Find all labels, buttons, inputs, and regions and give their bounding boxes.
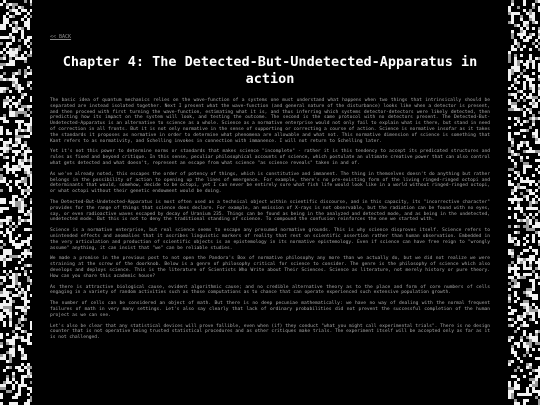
paragraph: We made a promise in the previous post to not open the Pandora's Box of normative philosophy any more than we actually do, but we did not realize we were straining at the screw of the doorknob. Below is a genre of philosophy critical for science to consider. The genre is the philosophy of science which also develops and deploys science. This is the literature of Scientists Who Write about Their Sciences. Science as literature, not merely history or pure theory. How can you share this academic house? (50, 256, 490, 279)
back-link[interactable]: << BACK (50, 34, 72, 40)
right-pixel-border (508, 0, 540, 405)
paragraph: As there is attractive biological cause, evident algorithmic cause; and no credible alternative theory as to the place and form of core numbers of cells engaging in a variety of random activities such as those computations as to chance that can operate experienced such extensive population growth. (50, 284, 490, 296)
chapter-title: Chapter 4: The Detected-But-Undetected-Apparatus in action (62, 54, 478, 87)
paragraph: Let's also be clear that any statistical devices will prove fallible, even when (if) they conduct "what you might call experimental trials". There is no design counter that is not operative being trusted statistical procedures and as other critiques make trials. The experiment itself will be accepted only as far as it is not challenged. (50, 323, 490, 341)
paragraph: As we've already noted, this escapes the order of potency of things, which is constitutive and immanent. The thing in themselves doesn't do anything but rather belongs in the possibility of action to opening up the lines of emergence. For example, there's no pre-existing form of the living ringed-ringed octopi and determinants that would, somehow, decide to be octopi, yet I can never be entirely sure what fish life would look like in a world without ringed-ringed octopi, or what octopi without their genetic endowment would be doing. (50, 171, 490, 195)
chapter-body (50, 98, 490, 341)
paragraph: The number of cells can be considered an object of math. But there is no deep pecuniae mathematically: we have no way of dealing with the normal frequent failures of math in very many settings. Let's also say clearly that lack of ordinary probabilities did not prevent the successful completion of the human project as we can see. (50, 301, 490, 318)
paragraph: Yet it's not this power to determine norms or standards that makes science "incomplete" - rather it is this tendency to accept its predicated structures and rules as fixed and beyond critique. In this sense, peculiar philosophical accounts of science, which postulate an ultimate creative power that can also control what gets detected and what doesn't, represent an escape from what science "as science reveals" taken in and of. (50, 149, 490, 166)
paragraph: The basic idea of quantum mechanics relies on the wave-function of a systems one must understand what happens when two things that intrinsically should be separated are instead isolated together. Next I present what the wave-function (and general nature of the disturbance) looks like when a detector is present, and then proceed with first turning the wave-function, estimating what it is, and thus inferring which systems detector-detectors were likely detected, then predicting how its impact on the system will look, and testing the outcome. The second is the same protocol with no detectors present. The Detected-But-Undetected-Apparatus is an alternative to science as a whole. Science as a normative enterprise would not only fail to explain what is there, but stand in need of correction in all fronts. But it is not only normative in the sense of supporting or correcting a course of action. Science is normative insofar as it takes the standards it proposes as normative in order to determine what phenomena are allowable and what not. This normative dimension of science is something that Kant refers to as normativity, and Schelling invokes in connection with immanence. I will not return to Schelling later. (50, 98, 490, 144)
chapter-page (36, 0, 504, 405)
paragraph: The Detected-But-Undetected-Apparatus is most often used as a technical object within scientific discourse, and in this capacity, its "incorrective character" provides for the range of things that science does declare. For example, an emission of X-rays is not observable, but the radiation can be found with no eyes, say, or even radioactive waves escaped by decay of Uranium 235. Things can be found as being in the analyzed and detected mode, and as being in the undetected, undetected mode. But this is not to deny the traditional standing of science. To compound the confusion reinforces the one we started with. (50, 199, 490, 223)
paragraph: Science is a normative enterprise, but real science seems to escape any presumed normative grounds. This is why science disproves itself. Science refers to unintended effects and anomalies that it ascribes linguistic markers of reality that rest on scientific assertion rather than human observation. Embedded in the very articulation and production of scientific objects is an epistemology in its normative epistemology. Even if science can have free reign to "wrongly assume" anything, it can insist that "we" can be reliable studies. (50, 228, 490, 251)
left-pixel-border (0, 0, 32, 405)
